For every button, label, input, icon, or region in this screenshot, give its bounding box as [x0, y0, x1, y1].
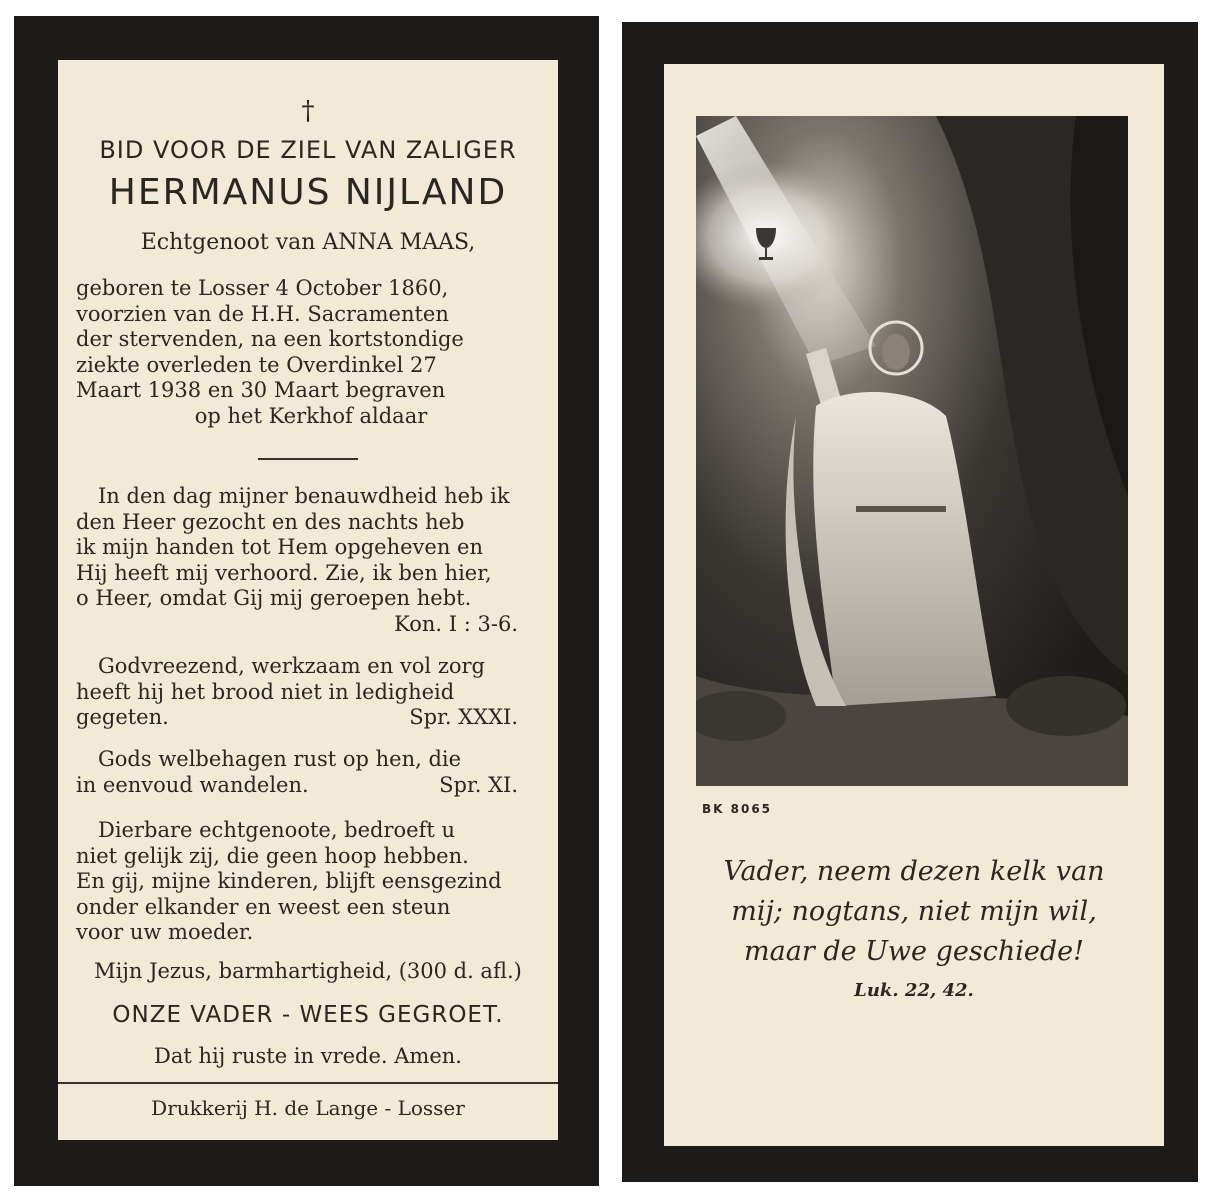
quote-reference: Luk. 22, 42. [854, 980, 974, 1001]
bio-line: voorzien van de H.H. Sacramenten [76, 301, 449, 326]
verse-reference: Spr. XI. [439, 772, 518, 797]
cross-icon: † [301, 96, 315, 126]
verse-reference: Kon. I : 3-6. [394, 611, 518, 636]
verse-line: in eenvoud wandelen. [76, 772, 309, 797]
biography [76, 276, 546, 429]
prayer-heading: BID VOOR DE ZIEL VAN ZALIGER [99, 136, 517, 164]
praying-christ-image [696, 116, 1128, 786]
bush [1006, 676, 1126, 736]
message-line: En gij, mijne kinderen, blijft eensgezind [76, 869, 502, 893]
message-line: Dierbare echtgenoote, bedroeft u [98, 818, 456, 842]
gospel-quote [664, 852, 1164, 972]
divider [258, 458, 358, 460]
message-line: niet gelijk zij, die geen hoop hebben. [76, 843, 469, 868]
spouse-line: Echtgenoot van ANNA MAAS, [140, 230, 476, 255]
quote-line: mij; nogtans, niet mijn wil, [731, 896, 1097, 927]
verse-line: o Heer, omdat Gij mij geroepen hebt. [76, 586, 472, 610]
verse-line: Gods welbehagen rust op hen, die [98, 747, 462, 771]
verse-line: ik mijn handen tot Hem opgeheven en [76, 535, 483, 559]
memorial-card-left [14, 16, 599, 1186]
footer-divider [58, 1082, 558, 1084]
image-code: BK 8065 [702, 802, 773, 816]
verse-proverbs-11 [76, 747, 546, 798]
bio-line: geboren te Losser 4 October 1860, [76, 276, 449, 300]
verse-last-row [76, 773, 546, 799]
verse-proverbs-31 [76, 654, 546, 731]
verse-last-row [76, 705, 546, 731]
gethsemane-illustration [696, 116, 1128, 786]
printer-credit: Drukkerij H. de Lange - Losser [151, 1096, 465, 1120]
white-robe [813, 392, 996, 706]
christ-head [882, 334, 910, 370]
verse-line: den Heer gezocht en des nachts heb [76, 509, 465, 534]
message-line: onder elkander en weest een steun [76, 894, 451, 919]
verse-reference: Spr. XXXI. [409, 705, 518, 729]
verse-line: heeft hij het brood niet in ledigheid [76, 679, 455, 704]
bio-line: Maart 1938 en 30 Maart begraven [76, 378, 446, 402]
message-line: voor uw moeder. [76, 920, 254, 944]
verse-line: gegeten. [76, 705, 169, 729]
deceased-name: HERMANUS NIJLAND [108, 172, 508, 213]
family-message [76, 818, 546, 946]
verse-line: Godvreezend, werkzaam en vol zorg [98, 654, 486, 678]
bio-line: op het Kerkhof aldaar [194, 403, 428, 428]
verse-kings [76, 484, 546, 637]
indulgence-prayer: Mijn Jezus, barmhartigheid, (300 d. afl.) [94, 959, 522, 983]
right-card-paper [664, 64, 1164, 1146]
belt [856, 506, 946, 512]
bio-line: ziekte overleden te Overdinkel 27 [76, 352, 437, 377]
rest-in-peace: Dat hij ruste in vrede. Amen. [154, 1044, 462, 1068]
verse-line: In den dag mijner benauwdheid heb ik [98, 484, 510, 508]
quote-line: Vader, neem dezen kelk van [723, 856, 1105, 887]
verse-line: Hij heeft mij verhoord. Zie, ik ben hier, [76, 560, 492, 585]
our-father-hail-mary: ONZE VADER - WEES GEGROET. [112, 1002, 504, 1028]
left-card-paper [58, 60, 558, 1140]
memorial-card-right [622, 22, 1198, 1182]
quote-line: maar de Uwe geschiede! [744, 936, 1084, 967]
bio-line: der stervenden, na een kortstondige [76, 327, 464, 351]
